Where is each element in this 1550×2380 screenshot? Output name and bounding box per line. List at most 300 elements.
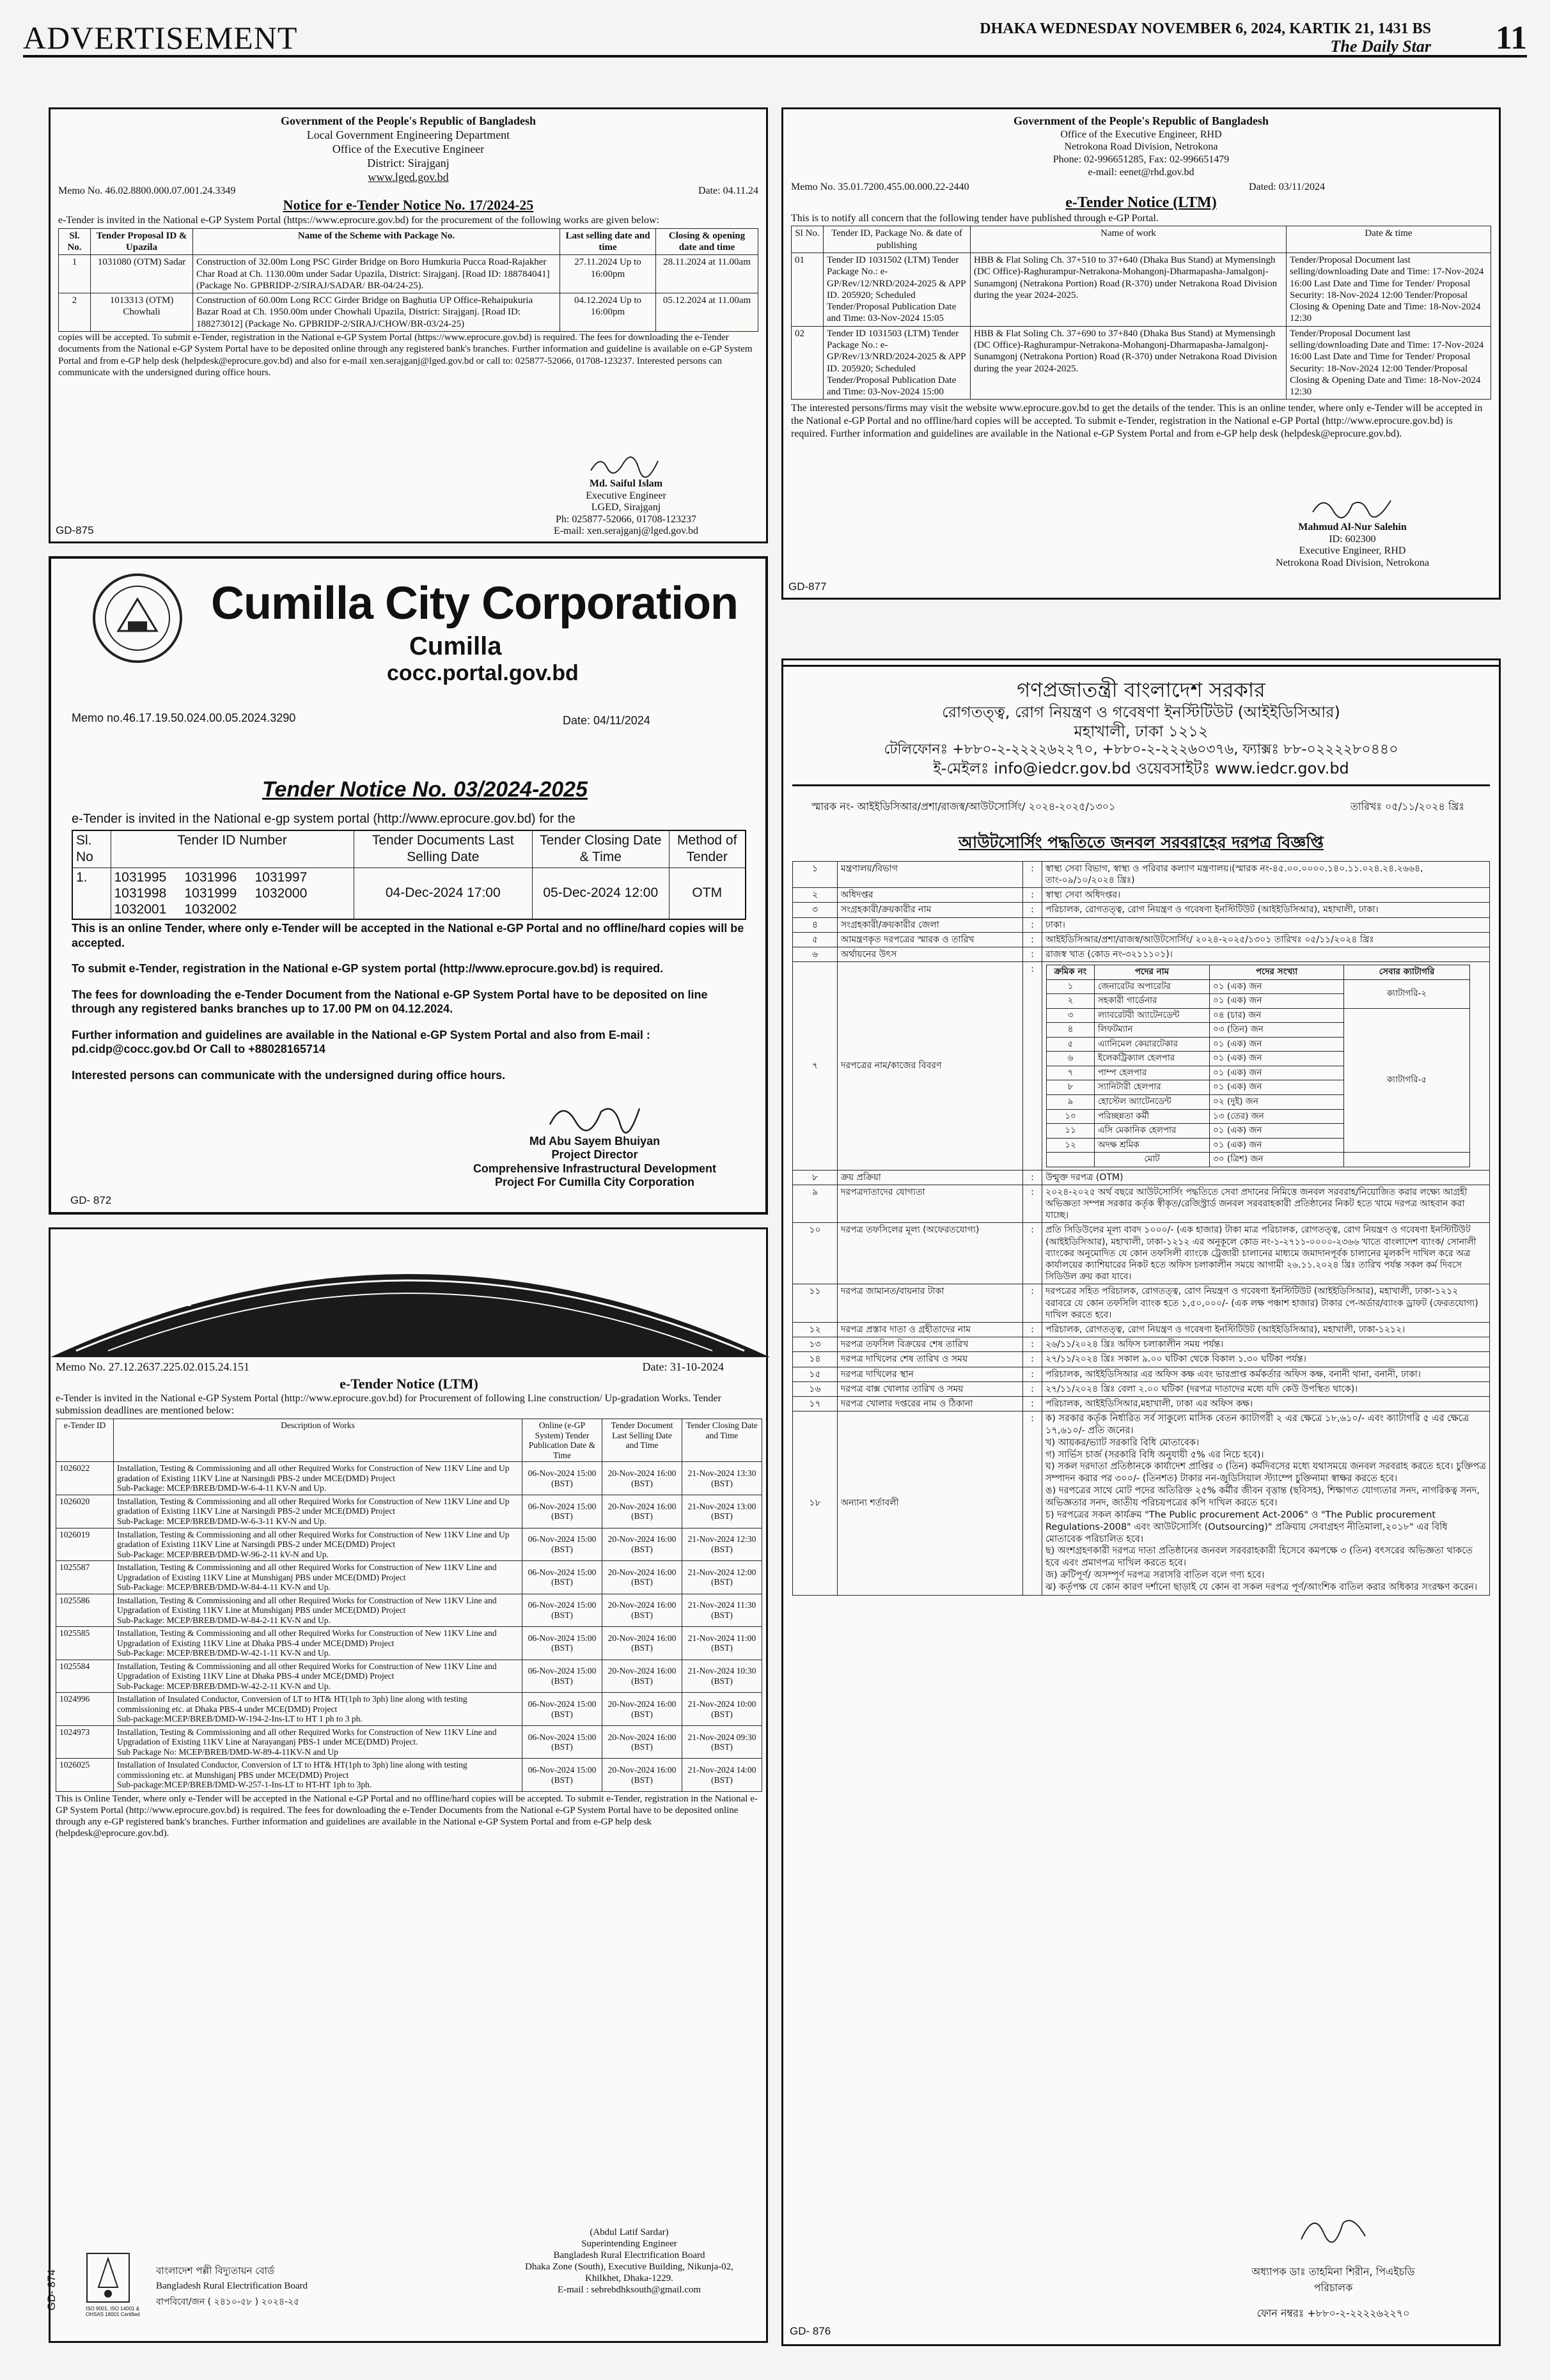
intro-text: This is to notify all concern that the following tender have published through e-GP Portal. (791, 212, 1159, 224)
breb-body (56, 1360, 762, 1839)
cell: ৯ (1047, 1094, 1095, 1109)
cell: Installation, Testing & Commissioning and all other Required Works for Construction of New 11KV Line and Upgradation of Existing 11KV Line at Dhaka PBS-4 under MCE(DMD) Project Sub-Package: MCEP/BREB/DMD-W-42-2-11 KV-N and Up. (114, 1660, 522, 1693)
cell: ০৪ (চার) জন (1210, 1008, 1344, 1023)
notice-title: Notice for e-Tender Notice No. 17/2024-25 (283, 197, 534, 214)
intro-text: e-Tender is invited in the National e-GP System Portal (https://www.eprocure.gov.bd) for the procurement of the following works are given below: (58, 215, 659, 226)
table-row (792, 326, 1491, 400)
row-number: ৯ (793, 1185, 838, 1223)
memo-no: Memo No. 46.02.8800.000.07.001.24.3349 (58, 185, 236, 196)
cell: 06-Nov-2024 15:00 (BST) (522, 1627, 602, 1660)
table-row (793, 947, 1490, 961)
paragraph: Interested persons can communicate with the undersigned during office hours. (72, 1068, 506, 1082)
section-title: ADVERTISEMENT (23, 20, 298, 56)
cell: 1026025 (56, 1759, 114, 1792)
office-line: Office of the Executive Engineer, RHD (1060, 128, 1222, 140)
signatory-line: Netrokona Road Division, Netrokona (1276, 557, 1429, 568)
condition-item: ক) সরকার কর্তৃক নির্ধারিত সর্ব সাকুল্যে মাসিক বেতন ক্যাটাগরী ২ এর ক্ষেত্রে ১৮,৬১০/- এবং ক্যাটাগরি ৫ এর ক্ষেত্রে ১৭,৬১০/- প্রতি জনের। (1045, 1413, 1469, 1436)
signatory-name: Md. Saiful Islam (589, 478, 663, 490)
cell: ২ (1047, 994, 1095, 1009)
signatory-line: Project For Cumilla City Corporation (494, 1176, 695, 1189)
cell: Tender ID 1031502 (LTM) Tender Package No.: e-GP/Rev/12/NRD/2024-2025 & APP ID. 205920; Scheduled Tender/Proposal Publication Date and Time: 03-Nov-2024 15:05 (824, 253, 971, 326)
signature-icon (588, 455, 664, 475)
tender-id: 1032000 (254, 885, 308, 901)
col-header: Tender ID Number (111, 830, 354, 867)
row-value: ২৬/১১/২০২৪ খ্রিঃ অফিস চলাকালীন সময় পর্যন্ত। (1042, 1337, 1490, 1352)
cell: 1025585 (56, 1627, 114, 1660)
table-row (793, 1284, 1490, 1323)
row-key: মন্ত্রণালয়/বিভাগ (838, 861, 1023, 887)
cell: Construction of 32.00m Long PSC Girder Bridge on Boro Humkuria Pucca Road-Rajakher Char Road at Ch. 1130.00m under Sadar Upazila, District: Sirajganj. [Road ID: 188784041] (Package No. GPBRIDP-2/SIRAJ/SADAR/ BR-04/24-25). (193, 255, 560, 293)
table-row (793, 903, 1490, 917)
signatory-line: পরিচালক (1313, 2282, 1353, 2294)
notice-title: আউটসোর্সিং পদ্ধতিতে জনবল সরবরাহের দরপত্র বিজ্ঞপ্তি (959, 832, 1324, 852)
table-row (793, 932, 1490, 947)
table-row (793, 1322, 1490, 1337)
colon: : (1023, 947, 1042, 961)
tender-id: 1032002 (184, 901, 237, 917)
cell: 1 (59, 255, 91, 293)
row-key: আমন্ত্রণকৃত দরপত্রের স্মারক ও তারিখ (838, 932, 1023, 947)
breb-ad (45, 1227, 768, 2343)
phone-line: Phone: 02-996651285, Fax: 02-996651479 (1053, 153, 1230, 165)
row-number: ১২ (793, 1322, 838, 1337)
cell: 20-Nov-2024 16:00 (BST) (602, 1725, 682, 1759)
cell: এসি মেকানিক হেলপার (1095, 1124, 1210, 1139)
cell: 1024996 (56, 1693, 114, 1726)
memo-date: Date: 31-10-2024 (642, 1360, 724, 1373)
signatory-line: Bangladesh Rural Electrification Board (553, 2250, 705, 2260)
col-header: Tender Document Last Selling Date and Time (602, 1419, 682, 1462)
gd-code: GD-877 (788, 580, 827, 593)
memo-no: Memo No. 35.01.7200.455.00.000.22-2440 (791, 182, 969, 193)
cell: 20-Nov-2024 16:00 (BST) (602, 1759, 682, 1792)
row-number: ১৫ (793, 1367, 838, 1381)
cell: 01 (792, 253, 824, 326)
cell: 20-Nov-2024 16:00 (BST) (602, 1462, 682, 1495)
signature-block (517, 455, 735, 537)
cell: Tender/Proposal Document last selling/downloading Date and Time: 17-Nov-2024 16:00 Last Date and Time for Tender/ Proposal Security: 18-Nov-2024 12:00 Tender/Proposal Closing & Opening Date and Time: 18-Nov-2024 12:30 (1287, 326, 1491, 400)
row-value: স্বাস্থ্য সেবা বিভাগ, স্বাস্থ্য ও পরিবার কল্যাণ মন্ত্রণালয়।(স্মারক নং-৪৫.০০.০০০০.১৪০.১১.০২৪.২৪.২৬৬৪, তাং-০৯/১০/২০২৪ খ্রিঃ) (1042, 861, 1490, 887)
category-cell: ক্যাটাগরি-২ (1344, 979, 1470, 1008)
row-number: ৫ (793, 932, 838, 947)
cell: 28.11.2024 at 11.00am (656, 255, 758, 293)
col-header: Last selling date and time (560, 228, 656, 255)
cell: Tender/Proposal Document last selling/downloading Date and Time: 17-Nov-2024 16:00 Last Date and Time for Tender/ Proposal Security: 18-Nov-2024 12:00 Tender/Proposal Closing & Opening Date and Time: 18-Nov-2024 12:30 (1287, 253, 1491, 326)
address-line: মহাখালী, ঢাকা ১২১২ (1074, 722, 1209, 740)
signatory-name: Md Abu Sayem Bhuiyan (529, 1134, 661, 1147)
row-key: দরপত্রের নাম/কাজের বিবরণ (838, 962, 1023, 1171)
signatory-name: অধ্যাপক ডাঃ তাহমিনা শিরীন, পিএইচডি (1251, 2265, 1415, 2278)
col-header: Description of Works (114, 1419, 522, 1462)
row-value: পরিচালক, রোগতত্ত্ব, রোগ নিয়ন্ত্রণ ও গবেষণা ইনস্টিটিউট (আইইডিসিআর), মহাখালী, ঢাকা। (1042, 903, 1490, 917)
footer-text: This is Online Tender, where only e-Tender will be accepted in the National e-GP Portal and no offline/hard copies will be accepted. To submit e-Tender, registration in the National e-GP System Portal (http://www.eprocure.gov.bd) is required. The fees for downloading the e-Tender Documents from the National e-GP System Portal have to be deposited online through any e-GP registered bank's branches. Further information and guidelines are available in the National e-GP System Portal and from e-GP help desk (helpdesk@eprocure.gov.bd). (56, 1793, 758, 1839)
cell: জেনারেটর অপারেটর (1095, 979, 1210, 994)
cell: ৮ (1047, 1080, 1095, 1095)
cell: 20-Nov-2024 16:00 (BST) (602, 1627, 682, 1660)
cell: ০১ (এক) জন (1210, 1124, 1344, 1139)
row-key: অধিদপ্তর (838, 888, 1023, 903)
cell: Construction of 60.00m Long RCC Girder Bridge on Baghutia UP Office-Rehaipukuria Bazar Road at Ch. 1950.00m under Chowhali Upazila, District: Sirajganj. [Road ID: 188273012] (Package No. GPBRIDP-2/SIRAJ/CHOW/BR-03/24-25) (193, 293, 560, 332)
cell: 06-Nov-2024 15:00 (BST) (522, 1594, 602, 1627)
row-number: ১৬ (793, 1381, 838, 1396)
iedcr-ad (781, 658, 1501, 2346)
col-header: Tender Proposal ID & Upazila (91, 228, 193, 255)
cell: 2 (59, 293, 91, 332)
col-header: Sl. No. (59, 228, 91, 255)
table-row (793, 1185, 1490, 1223)
gd-code: GD-875 (56, 524, 94, 537)
cell: ০৩ (তিন) জন (1210, 1023, 1344, 1038)
signatory-name: Mahmud Al-Nur Salehin (1298, 522, 1407, 533)
memo-date: Date: 04.11.24 (698, 185, 758, 196)
signatory-line: Comprehensive Infrastructural Development (473, 1162, 717, 1175)
col-header: Online (e-GP System) Tender Publication Date & Time (522, 1419, 602, 1462)
notice-title: e-Tender Notice (LTM) (1065, 194, 1217, 211)
cell: পাম্প হেলপার (1095, 1066, 1210, 1080)
cell: Installation, Testing & Commissioning and all other Required Works for Construction of New 11KV Line and Upgradation of Existing 11KV Line at Munshiganj PBS under MCE(DMD) Project Sub-Package: MCEP/BREB/DMD-W-84-2-11 KV-N and Up. (114, 1594, 522, 1627)
table-row (793, 1352, 1490, 1367)
colon: : (1023, 1284, 1042, 1323)
cell: ৪ (1047, 1023, 1095, 1038)
table-row (56, 1627, 762, 1660)
cell: 20-Nov-2024 16:00 (BST) (602, 1495, 682, 1528)
row-value: উন্মুক্ত দরপত্র (OTM) (1042, 1170, 1490, 1185)
cell: 21-Nov-2024 09:30 (BST) (682, 1725, 762, 1759)
row-number: ১০ (793, 1223, 838, 1284)
org-title: Cumilla City Corporation (211, 578, 739, 629)
colon: : (1023, 1367, 1042, 1381)
signature-block (1231, 493, 1474, 569)
row-key: দরপত্র বাক্স খোলার তারিখ ও সময় (838, 1381, 1023, 1396)
signature-block (498, 2227, 760, 2296)
tender-id: 1031995 (114, 869, 167, 885)
cell: ০১ (এক) জন (1210, 1052, 1344, 1066)
table-row (59, 293, 758, 332)
table-row (793, 888, 1490, 903)
tender-id: 1031996 (184, 869, 237, 885)
cell: ৬ (1047, 1052, 1095, 1066)
tender-table (58, 228, 758, 332)
memo-no: Memo No. 27.12.2637.225.02.015.24.151 (56, 1360, 249, 1373)
signature-block (448, 1099, 742, 1190)
signatory-line: Project Director (551, 1148, 638, 1162)
table-row (793, 1170, 1490, 1185)
cell: ১১ (1047, 1124, 1095, 1139)
website-link[interactable]: www.lged.gov.bd (368, 170, 449, 183)
table-row (56, 1693, 762, 1726)
cell: ০১ (এক) জন (1210, 1138, 1344, 1153)
cell: Installation of Insulated Conductor, Conversion of LT to HT& HT(1ph to 3ph) line along with testing commissioning etc. at Dhaka PBS-4 under MCE(DMD) Project Sub-package:MCEP/BREB/DMD-W-194-2-Ins-LT to HT 1 ph to 3 ph. (114, 1693, 522, 1726)
row-number: ৬ (793, 947, 838, 961)
table-row (793, 1223, 1490, 1284)
colon: : (1023, 1352, 1042, 1367)
cell: 20-Nov-2024 16:00 (BST) (602, 1660, 682, 1693)
cell: 21-Nov-2024 13:30 (BST) (682, 1462, 762, 1495)
row-number: ৭ (793, 962, 838, 1171)
cell: 1031080 (OTM) Sadar (91, 255, 193, 293)
col-header: Sl. No (72, 830, 111, 867)
cell: Installation, Testing & Commissioning and all other Required Works for Construction of New 11KV Line and Upgradation of Existing 11KV Line at Munshiganj PBS under MCE(DMD) Project Sub-Package: MCEP/BREB/DMD-W-84-4-11 KV-N and Up. (114, 1561, 522, 1594)
row-value: পরিচালক, আইইডিসিআর,মহাখালী, ঢাকা এর অফিস কক্ষ। (1042, 1396, 1490, 1411)
cell: 1026019 (56, 1528, 114, 1561)
email-line: e-mail: eenet@rhd.gov.bd (1088, 166, 1194, 178)
cell: 06-Nov-2024 15:00 (BST) (522, 1528, 602, 1561)
cell: 04.12.2024 Up to 16:00pm (560, 293, 656, 332)
condition-item: জ) ক্রটিপূর্ণ/ অসম্পূর্ণ দরপত্র সরাসরি বাতিল বলে গণ্য হবে। (1045, 1570, 1265, 1581)
col-header: Tender ID, Package No. & date of publishing (824, 226, 971, 253)
col-header: সেবার ক্যাটাগরি (1344, 965, 1470, 980)
cell: 21-Nov-2024 11:00 (BST) (682, 1627, 762, 1660)
row-key: দরপত্রদাতাদের যোগ্যতা (838, 1185, 1023, 1223)
col-header: Method of Tender (669, 830, 746, 867)
cell: সহকারী গার্ডেনার (1095, 994, 1210, 1009)
signatory-line: Dhaka Zone (South), Executive Building, Nikunja-02, (525, 2262, 733, 2272)
cell: ১২ (1047, 1138, 1095, 1153)
table-row (793, 1381, 1490, 1396)
cell: 20-Nov-2024 16:00 (BST) (602, 1693, 682, 1726)
row-value: ঢাকা। (1042, 917, 1490, 932)
intro-text: e-Tender is invited in the National e-GP System Portal (http://www.eprocure.gov.bd) for Procurement of following Line construction/ Up-gradation Works. Tender submission deadlines are mentioned below: (56, 1392, 721, 1417)
paragraph: Further information and guidelines are available in the National e-GP System Portal and also from E-mail : pd.cidp@cocc.gov.bd Or Call to +88028165714 (72, 1028, 650, 1056)
transmission-line-banner-icon (51, 1229, 770, 1357)
row-value: আইইডিসিআর/প্রশা/রাজস্ব/আউটসোর্সিং/ ২০২৪-২০২৫/১৩০১ তারিখঃ ০৫/১১/২০২৪ খ্রিঃ (1042, 932, 1490, 947)
cell: 06-Nov-2024 15:00 (BST) (522, 1462, 602, 1495)
cell: ৩ (1047, 1008, 1095, 1023)
row-key: দরপত্র তফসিল বিক্রয়ের শেষ তারিখ (838, 1337, 1023, 1352)
signatory-line: ID: 602300 (1329, 533, 1376, 545)
cell: 21-Nov-2024 10:00 (BST) (682, 1693, 762, 1726)
cell: ০২ (দুই) জন (1210, 1094, 1344, 1109)
cell: 20-Nov-2024 16:00 (BST) (602, 1594, 682, 1627)
rhd-ad (781, 107, 1501, 600)
row-key: অর্থায়নের উৎস (838, 947, 1023, 961)
cell: 20-Nov-2024 16:00 (BST) (602, 1528, 682, 1561)
colon: : (1023, 1381, 1042, 1396)
tender-table (791, 226, 1491, 400)
notice-title: e-Tender Notice (LTM) (340, 1375, 478, 1392)
table-row (792, 253, 1491, 326)
row-value: দরপত্রের সহিত পরিচালক, রোগতত্ত্ব, রোগ নিয়ন্ত্রণ ও গবেষণা ইনস্টিটিউট (আইইডিসিআর), মহাখালী, ঢাকা-১২১২ বরাবরে যে কোন তফসিলি ব্যাংক হতে ১,৫০,০০০/- (এক লক্ষ পঞ্চাশ হাজার) টাকার পে-অর্ডার/ব্যাংক ড্রাফট (ফেরতযোগ্য) দাখিল করতে হবে। (1042, 1284, 1490, 1323)
paragraph: To submit e-Tender, registration in the National e-GP system portal (http://www.eprocure.gov.bd) is required. (72, 962, 664, 976)
gd-code: GD- 874 (45, 2269, 58, 2310)
colon: : (1023, 917, 1042, 932)
cell: Tender ID 1031503 (LTM) Tender Package No.: e-GP/Rev/13/NRD/2024-2025 & APP ID. 205920; Scheduled Tender/Proposal Publication Date and Time: 03-Nov-2024 15:00 (824, 326, 971, 400)
condition-item: চ) দরপত্রের সকল কার্যক্রম "The Public procurement Act-2006" ও "The Public procurement Regulations-2008" এবং আউটসোর্সিং (Outsourcing)" প্রক্রিয়ায় সেবাগ্রহণ নীতিমালা,২০১৮" এর বিধি মোতাবেক পরিচালিত হবে। (1045, 1509, 1448, 1544)
row-number: ৩ (793, 903, 838, 917)
cell: Installation, Testing & Commissioning and all other Required Works for Construction of New 11KV Line and Upgradation of Existing 11KV Line at Narayanganj PBS-1 under MCE(DMD) Project. Sub Package No: MCEP/BREB/DMD-W-89-4-11KV-N and Up (114, 1725, 522, 1759)
col-header: Sl No. (792, 226, 824, 253)
cell: লিফটম্যান (1095, 1023, 1210, 1038)
row-value: ২৭/১১/২০২৪ খ্রিঃ বেলা ২.০০ ঘটিকা (দরপত্র দাতাদের মধ্যে যদি কেউ উপস্থিত থাকে)। (1042, 1381, 1490, 1396)
col-header: পদের সংখ্যা (1210, 965, 1344, 980)
colon: : (1023, 962, 1042, 1171)
table-row (56, 1660, 762, 1693)
cell: ০১ (এক) জন (1210, 979, 1344, 994)
col-header: Name of the Scheme with Package No. (193, 228, 560, 255)
conditions-cell (1042, 1412, 1490, 1596)
table-row (56, 1594, 762, 1627)
signature-icon (1308, 493, 1397, 518)
breb-logo-icon (86, 2252, 130, 2303)
row-key: দরপত্র প্রস্তাব দাতা ও গ্রহীতাদের নাম (838, 1322, 1023, 1337)
cell: 21-Nov-2024 13:00 (BST) (682, 1495, 762, 1528)
cell: 21-Nov-2024 12:00 (BST) (682, 1561, 762, 1594)
office-line: Office of the Executive Engineer (332, 142, 485, 155)
cell: অদক্ষ শ্রমিক (1095, 1138, 1210, 1153)
gd-code: GD- 876 (790, 2324, 831, 2337)
colon: : (1023, 1170, 1042, 1185)
gd-code: GD- 872 (70, 1194, 112, 1206)
col-header: ক্রমিক নং (1047, 965, 1095, 980)
table-row (56, 1759, 762, 1792)
org-name-english: Bangladesh Rural Electrification Board (156, 2281, 308, 2291)
table-row (793, 1367, 1490, 1381)
memo-date: তারিখঃ ০৫/১১/২০২৪ খ্রিঃ (1350, 800, 1464, 813)
cell: হোস্টেল অ্যাটেনডেন্ট (1095, 1094, 1210, 1109)
row-value: ২০২৪-২০২৫ অর্থ বছরে আউটসোর্সিং পদ্ধতিতে সেবা প্রদানের নিমিত্তে জনবল সরবরাহ/নিয়োজিত করার লক্ষ্যে আগ্রহী অভিজ্ঞতা সম্পন্ন সরকার কর্তৃক স্বীকৃত/রেজিস্ট্রার্ড জনবল সরবরাহকারী প্রতিষ্ঠানের নিকট হতে খামে দরপত্র আহবান করা যাচ্ছে। (1042, 1185, 1490, 1223)
notice-title: Tender Notice No. 03/2024-2025 (262, 777, 588, 802)
cell: ৫ (1047, 1037, 1095, 1052)
table-row (59, 255, 758, 293)
city-corporation-seal-icon (90, 570, 185, 666)
iso-certification: ISO 9001, ISO 14001 & OHSAS 18001 Certified (86, 2306, 140, 2317)
cell: 21-Nov-2024 11:30 (BST) (682, 1594, 762, 1627)
col-header: Date & time (1287, 226, 1491, 253)
table-row (793, 962, 1490, 1171)
org-name-bangla: বাংলাদেশ পল্লী বিদ্যুতায়ন বোর্ড (156, 2265, 274, 2276)
phone-line: টেলিফোনঃ +৮৮০-২-২২২২৬২২৭০, +৮৮০-২-২২২৬০৩৭৬, ফ্যাক্সঃ ৮৮-০২২২২৮০৪৪০ (884, 742, 1398, 758)
col-header: পদের নাম (1095, 965, 1210, 980)
signatory-line: Superintending Engineer (581, 2239, 677, 2249)
cell: Installation, Testing & Commissioning and all other Required Works for Construction of New 11KV Line and Up gradation of Existing 11KV Line at Narsingdi PBS-2 under MCE(DMD) Project Sub-Package: MCEP/BREB/DMD-W-6-3-11 KV-N and Up. (114, 1495, 522, 1528)
row-key: ক্রয় প্রক্রিয়া (838, 1170, 1023, 1185)
cell: 1025586 (56, 1594, 114, 1627)
colon: : (1023, 1396, 1042, 1411)
cell: ০১ (এক) জন (1210, 994, 1344, 1009)
row-value: পরিচালক, আইইডিসিআর এর অফিস কক্ষ এবং ভারপ্রাপ্ত কর্মকর্তার অফিস কক্ষ, বনানী থানা, বনানী, ঢাকা। (1042, 1367, 1490, 1381)
gov-line: গণপ্রজাতন্ত্রী বাংলাদেশ সরকার (1017, 678, 1265, 702)
division-line: Netrokona Road Division, Netrokona (1064, 141, 1218, 153)
cell: ০১ (এক) জন (1210, 1080, 1344, 1095)
cell: ১ (1047, 979, 1095, 994)
cell: ৭ (1047, 1066, 1095, 1080)
table-row (793, 861, 1490, 887)
condition-item: ঘ) সকল দরদাতা প্রতিষ্ঠানকে কার্যাদেশ প্রাপ্তির ৩ (তিন) কর্মদিবসের মধ্যে যথাসময়ে জনবল সরবরাহ করতে হবে। চুক্তিপত্র সম্পাদন করার পর ৩০০/- (তিনশত) টাকার নন-জুডিসিয়াল স্ট্যাম্পে চুক্তিনামা স্বাক্ষর করতে হবে। (1045, 1461, 1486, 1484)
signatory-name: (Abdul Latif Sardar) (590, 2227, 669, 2237)
cell: ১০ (1047, 1109, 1095, 1124)
tender-id: 1032001 (114, 901, 167, 917)
tender-table (56, 1419, 762, 1792)
col-header: Tender Documents Last Selling Date (354, 830, 533, 867)
signatory-line: E-mail : sebrebdhksouth@gmail.com (557, 2285, 701, 2295)
cell: 21-Nov-2024 14:00 (BST) (682, 1759, 762, 1792)
row-value: পরিচালক, রোগতত্ত্ব, রোগ নিয়ন্ত্রণ ও গবেষণা ইনস্টিটিউট (আইইডিসিআর), মহাখালী, ঢাকা-১২১২। (1042, 1322, 1490, 1337)
cell: পরিচ্ছন্নতা কর্মী (1095, 1109, 1210, 1124)
posts-table (1046, 965, 1470, 1167)
tender-ids-cell (111, 867, 354, 919)
memo-no: স্মারক নং- আইইডিসিআর/প্রশা/রাজস্ব/আউটসোর্সিং/ ২০২৪-২০২৫/১৩০১ (811, 800, 1116, 813)
tender-id: 1031999 (184, 885, 237, 901)
cell: HBB & Flat Soling Ch. 37+690 to 37+840 (Dhaka Bus Stand) at Mymensingh (DC Office)-Raghurampur-Netrakona-Mohangonj-Dharmapasha-Jamalgonj-Sunamgonj (Netrakona Portion) Road (R-370) under Netrakona Road Division during the year 2024-2025. (971, 326, 1287, 400)
cell: HBB & Flat Soling Ch. 37+510 to 37+640 (Dhaka Bus Stand) at Mymensingh (DC Office)-Raghurampur-Netrakona-Mohangonj-Dharmapasha-Jamalgonj-Sunamgonj (Netrakona Portion) Road (R-370) under Netrakona Road Division during the year 2024-2025. (971, 253, 1287, 326)
org-website[interactable]: cocc.portal.gov.bd (387, 661, 579, 685)
table-row (793, 917, 1490, 932)
posts-cell (1042, 962, 1490, 1171)
row-value: প্রতি সিডিউলের মূল্য বাবদ ১০০০/- (এক হাজার) টাকা মাত্র পরিচালক, রোগতত্ত্ব, রোগ নিয়ন্ত্রণ ও গবেষণা ইনস্টিটিউট (আইইডিসিআর), মহাখালী, ঢাকা-১২১২ এর অনুকূলে কোড নং-১-২৭১১-০০০০-২৩৬৬ খাতে বাংলাদেশ ব্যাংক/ সোনালী ব্যাংকের অনুমোদিত যে কোন তফসিলী ব্যাংকে ট্রেজারী চালানের মাধ্যমে জমাদানপূর্বক চালানের মূলকপি দাখিল করে অত্র কার্যালয়ের ক্যাশিয়ারের নিকট হতে অফিস চলাকালীন সময়ে আগামী ২৬.১১.২০২৪ খ্রিঃ তারিখ পর্যন্ত সকল কর্ম দিবসে সিডিউল ক্রয় করা যাবে। (1042, 1223, 1490, 1284)
signatory-line: Executive Engineer, RHD (1299, 545, 1406, 557)
table-row (56, 1725, 762, 1759)
table-row (56, 1462, 762, 1495)
gov-line: Government of the People's Republic of Bangladesh (281, 114, 536, 127)
colon: : (1023, 861, 1042, 887)
col-header: Name of work (971, 226, 1287, 253)
institute-line: রোগতত্ত্ব, রোগ নিয়ন্ত্রণ ও গবেষণা ইনস্টিটিউট (আইইডিসিআর) (942, 703, 1340, 721)
condition-item: ঙ) দরপত্রের সাথে মোট পদের অতিরিক্ত ২৫% কর্মীর জীবন বৃত্তান্ত (ছবিসহ), শিক্ষাগত যোগ্যতার সনদ, নাগরিকত্ব সনদ, অভিজ্ঞতার সনদ, জাতীয় পরিচয়পত্রের কপি দাখিল করতে হবে। (1045, 1486, 1480, 1508)
signatory-line: Executive Engineer (586, 490, 666, 501)
colon: : (1023, 932, 1042, 947)
cell: 06-Nov-2024 15:00 (BST) (522, 1561, 602, 1594)
cell: 1025587 (56, 1561, 114, 1594)
cell: 05.12.2024 at 11.00am (656, 293, 758, 332)
notice-table (792, 861, 1490, 1596)
row-number: ৪ (793, 917, 838, 932)
condition-item: খ) আয়কর/ভ্যাট সরকারি বিধি মোতাবেক। (1045, 1437, 1200, 1448)
footer-text: copies will be accepted. To submit e-Tender, registration in the National e-GP System Portal (https://www.eprocure.gov.bd) is required. The fees for downloading the e-Tender documents from the National e-GP System Portal have to be deposited online through any registered bank's branches. Further information and guideline is available on e-GP System Portal and from e-GP help desk (helpdesk@eprocure.gov.bd) and also for e-mail xen.serajganj@lged.gov.bd or call to: 025877-52066, 01708-123237. Interested persons can communicate with the undersigned during office hours. (58, 332, 753, 378)
cell: Installation, Testing & Commissioning and all other Required Works for Construction of New 11KV Line and Up gradation of Existing 11KV Line at Narsingdi PBS-2 under MCE(DMD) Project Sub-Package: MCEP/BREB/DMD-W-6-4-11 KV-N and Up. (114, 1462, 522, 1495)
table-row (56, 1561, 762, 1594)
table-row (56, 1528, 762, 1561)
cell: 02 (792, 326, 824, 400)
category-cell: ক্যাটাগরি-৫ (1344, 1008, 1470, 1152)
cumilla-ad (49, 556, 768, 1215)
col-header: Tender Closing Date and Time (682, 1419, 762, 1462)
table-row (793, 1396, 1490, 1411)
cell: ইলেকট্রিক্যাল হেলপার (1095, 1052, 1210, 1066)
row-key: অন্যান্য শর্তাবলী (838, 1412, 1023, 1596)
pr-number: বাপবিবো/জন ( ২৪১০-৫৮ ) ২০২৪-২৫ (156, 2297, 300, 2307)
page-header (23, 19, 1527, 58)
row-key: দরপত্র দাখিলের শেষ তারিখ ও সময় (838, 1352, 1023, 1367)
dept-line: Local Government Engineering Department (306, 128, 510, 141)
condition-item: ঝ) কর্তৃপক্ষ যে কোন কারণ দর্শানো ছাড়াই যে কোন বা সকল দরপত্র পূর্ণ/আংশিক বাতিল করার অধিকার সংরক্ষণ করেন। (1045, 1582, 1478, 1592)
colon: : (1023, 888, 1042, 903)
cell: Installation, Testing & Commissioning and all other Required Works for Construction of New 11KV Line and Upgradation of Existing 11KV Line at Dhaka PBS-4 under MCE(DMD) Project Sub-Package: MCEP/BREB/DMD-W-42-1-11 KV-N and Up. (114, 1627, 522, 1660)
post-row (1047, 979, 1470, 994)
colon: : (1023, 1223, 1042, 1284)
row-key: সংগ্রহকারী/ক্রয়কারীর নাম (838, 903, 1023, 917)
cell: 1024973 (56, 1725, 114, 1759)
signature-icon (1295, 2207, 1372, 2246)
cell: 27.11.2024 Up to 16:00pm (560, 255, 656, 293)
cell: 21-Nov-2024 10:30 (BST) (682, 1660, 762, 1693)
row-number: ৮ (793, 1170, 838, 1185)
row-key: দরপত্র তফসিলের মূল্য (অফেরতযোগ্য) (838, 1223, 1023, 1284)
cell: এ্যানিমেল কেয়ারটেকার (1095, 1037, 1210, 1052)
tender-id: 1031997 (254, 869, 308, 885)
breb-logo-block (86, 2252, 469, 2329)
memo-date: Date: 04/11/2024 (563, 714, 650, 727)
cell: 1013313 (OTM) Chowhali (91, 293, 193, 332)
row-key: দরপত্র খোলার দপ্তরের নাম ও ঠিকানা (838, 1396, 1023, 1411)
cell: Installation of Insulated Conductor, Conversion of LT to HT& HT(1ph to 3ph) line along with testing commissioning etc. at Munshiganj PBS under MCE(DMD) Project Sub-package:MCEP/BREB/DMD-W-257-1-Ins-LT to HT-HT 1ph to 3ph. (114, 1759, 522, 1792)
cell: 1026022 (56, 1462, 114, 1495)
row-key: সংগ্রহকারী/ক্রয়কারীর জেলা (838, 917, 1023, 932)
intro-text: e-Tender is invited in the National e-gp system portal (http://www.eprocure.gov.bd) for the (72, 812, 575, 826)
paragraph: The fees for downloading the e-Tender Document from the National e-GP System Portal have to be deposited on line through any registered banks branches up to 17.00 PM on 04.12.2024. (72, 988, 708, 1016)
signatory-line: Khilkhet, Dhaka-1229. (585, 2273, 673, 2283)
cell: 1026020 (56, 1495, 114, 1528)
cell: 06-Nov-2024 15:00 (BST) (522, 1660, 602, 1693)
